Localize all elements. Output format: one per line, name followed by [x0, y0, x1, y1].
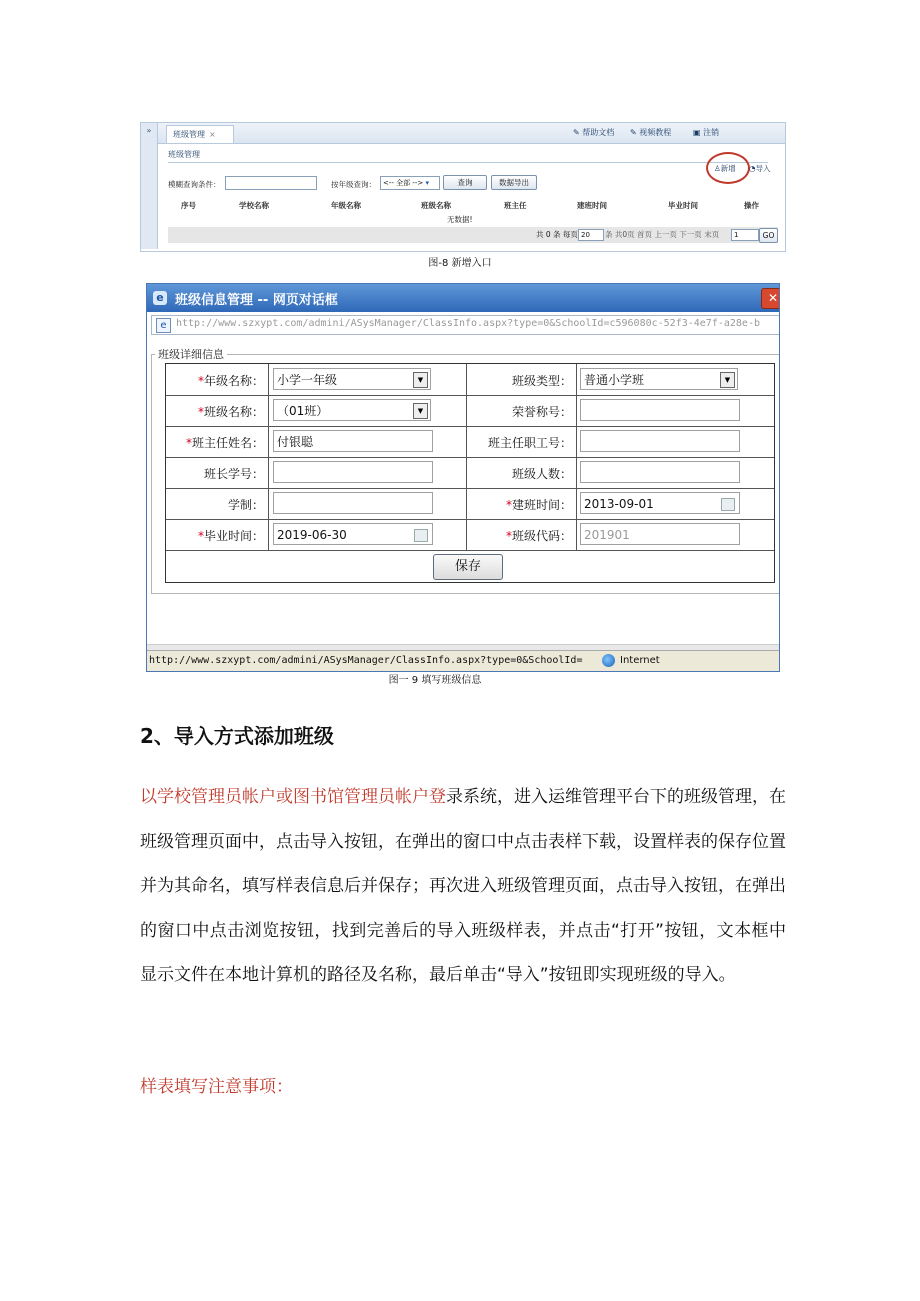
- video-tutorial-link[interactable]: ✎ 视频教程: [630, 128, 672, 137]
- col-header-class: 班级名称: [421, 201, 451, 210]
- tab-bar: [158, 123, 785, 144]
- col-header-school: 学校名称: [239, 201, 269, 210]
- detail-legend: 班级详细信息: [155, 346, 227, 362]
- class-form: [165, 363, 775, 583]
- class-code-input[interactable]: 201901: [580, 523, 740, 545]
- instruction-paragraph: [140, 775, 786, 998]
- status-bar: [147, 650, 779, 672]
- duration-label: 学制：: [227, 498, 264, 512]
- monitor-id-input[interactable]: [273, 461, 433, 483]
- duration-input[interactable]: [273, 492, 433, 514]
- close-icon[interactable]: ✕: [761, 288, 780, 309]
- section-title: 班级管理: [168, 149, 768, 163]
- page-number-input[interactable]: 1: [731, 229, 759, 241]
- collapse-sidebar-button[interactable]: »: [141, 123, 158, 249]
- chevron-down-icon: ▼: [413, 403, 428, 419]
- security-zone: Internet: [620, 655, 660, 666]
- class-name-select[interactable]: （01班） ▼: [273, 399, 431, 421]
- class-size-label: 班级人数：: [511, 467, 572, 481]
- tab-close-icon[interactable]: ×: [209, 130, 216, 139]
- col-header-grade: 年级名称: [331, 201, 361, 210]
- honor-title-label: 荣誉称号：: [511, 405, 572, 419]
- help-doc-link[interactable]: ✎ 帮助文档: [573, 128, 615, 137]
- add-button[interactable]: ♙新增: [714, 164, 736, 173]
- query-button[interactable]: 查询: [443, 175, 487, 190]
- pager-total: 共 0 条 每页: [536, 230, 578, 239]
- monitor-id-label: 班长学号：: [203, 467, 264, 481]
- status-url: http://www.szxypt.com/admini/ASysManager/ClassInfo.aspx?type=0&SchoolId=: [149, 655, 583, 666]
- address-bar: [151, 315, 780, 335]
- teacher-name-input[interactable]: 付银聪: [273, 430, 433, 452]
- class-type-label: 班级类型：: [511, 374, 572, 388]
- honor-title-input[interactable]: [580, 399, 740, 421]
- teacher-name-label: *班主任姓名：: [185, 436, 264, 450]
- highlighted-text: 以学校管理员帐户或图书馆管理员帐户登: [140, 787, 446, 807]
- page-icon: e: [156, 318, 171, 333]
- class-size-input[interactable]: [580, 461, 740, 483]
- teacher-id-input[interactable]: [580, 430, 740, 452]
- class-info-dialog: [146, 283, 780, 672]
- col-header-teacher: 班主任: [504, 201, 527, 210]
- tab-label: 班级管理: [173, 130, 205, 139]
- dialog-title: 班级信息管理 -- 网页对话框: [175, 293, 338, 308]
- globe-icon: [602, 654, 615, 667]
- col-header-start: 建班时间: [577, 201, 607, 210]
- graduate-date-input[interactable]: 2019-06-30: [273, 523, 433, 545]
- grade-select[interactable]: <-- 全部 --> ▾: [380, 176, 440, 190]
- tab-class-management[interactable]: [166, 125, 234, 143]
- go-button[interactable]: GO: [759, 228, 778, 243]
- dialog-titlebar: [147, 284, 779, 312]
- import-button[interactable]: ◔导入: [749, 164, 771, 173]
- address-url: http://www.szxypt.com/admini/ASysManager/ClassInfo.aspx?type=0&SchoolId=c596080c-52f3-4e7f-a28e-b: [176, 318, 760, 329]
- start-date-label: *建班时间：: [505, 498, 572, 512]
- grade-name-label: *年级名称：: [197, 374, 264, 388]
- graduate-date-label: *毕业时间：: [197, 529, 264, 543]
- page-size-input[interactable]: 20: [578, 229, 604, 241]
- fuzzy-query-input[interactable]: [225, 176, 317, 190]
- calendar-icon: [414, 529, 428, 542]
- grade-query-label: 按年级查询：: [331, 180, 376, 189]
- fuzzy-query-label: 模糊查询条件：: [168, 180, 221, 189]
- chevron-down-icon: ▼: [413, 372, 428, 388]
- class-type-select[interactable]: 普通小学班 ▼: [580, 368, 738, 390]
- col-header-action: 操作: [744, 201, 759, 210]
- start-date-input[interactable]: 2013-09-01: [580, 492, 740, 514]
- calendar-icon: [721, 498, 735, 511]
- pager-nav[interactable]: 条 共0页 首页 上一页 下一页 末页: [605, 230, 720, 239]
- col-header-graduate: 毕业时间: [668, 201, 698, 210]
- class-management-screenshot: [140, 122, 786, 252]
- grade-name-select[interactable]: 小学一年级 ▼: [273, 368, 431, 390]
- class-name-label: *班级名称：: [197, 405, 264, 419]
- import-icon: ◔: [749, 164, 756, 173]
- save-button[interactable]: 保存: [433, 554, 503, 580]
- logout-link[interactable]: ▣ 注销: [693, 128, 720, 137]
- user-add-icon: ♙: [714, 164, 721, 173]
- pager: [168, 227, 778, 243]
- section-heading: 2、导入方式添加班级: [140, 724, 334, 748]
- col-header-index: 序号: [181, 201, 196, 210]
- notes-heading: 样表填写注意事项：: [140, 1077, 293, 1097]
- export-button[interactable]: 数据导出: [491, 175, 537, 190]
- ie-app-icon: e: [153, 291, 167, 305]
- teacher-id-label: 班主任职工号：: [487, 436, 572, 450]
- figure-9-caption: 图一 9 填写班级信息: [388, 675, 482, 686]
- paragraph-text: 录系统，进入运维管理平台下的班级管理，在班级管理页面中，点击导入按钮，在弹出的窗口中点击表样下载，设置样表的保存位置并为其命名，填写样表信息后并保存；再次进入班级管理页面，点击导入按钮，在弹出的窗口中点击浏览按钮，找到完善后的导入班级样表，并点击“打开”按钮，文本框中显示文件在本地计算机的路径及名称，最后单击“导入”按钮即实现班级的导入。: [140, 787, 786, 985]
- class-code-label: *班级代码：: [505, 529, 572, 543]
- figure-8-caption: 图-8 新增入口: [428, 258, 492, 269]
- chevron-down-icon: ▼: [720, 372, 735, 388]
- no-data-text: 无数据!: [447, 215, 473, 224]
